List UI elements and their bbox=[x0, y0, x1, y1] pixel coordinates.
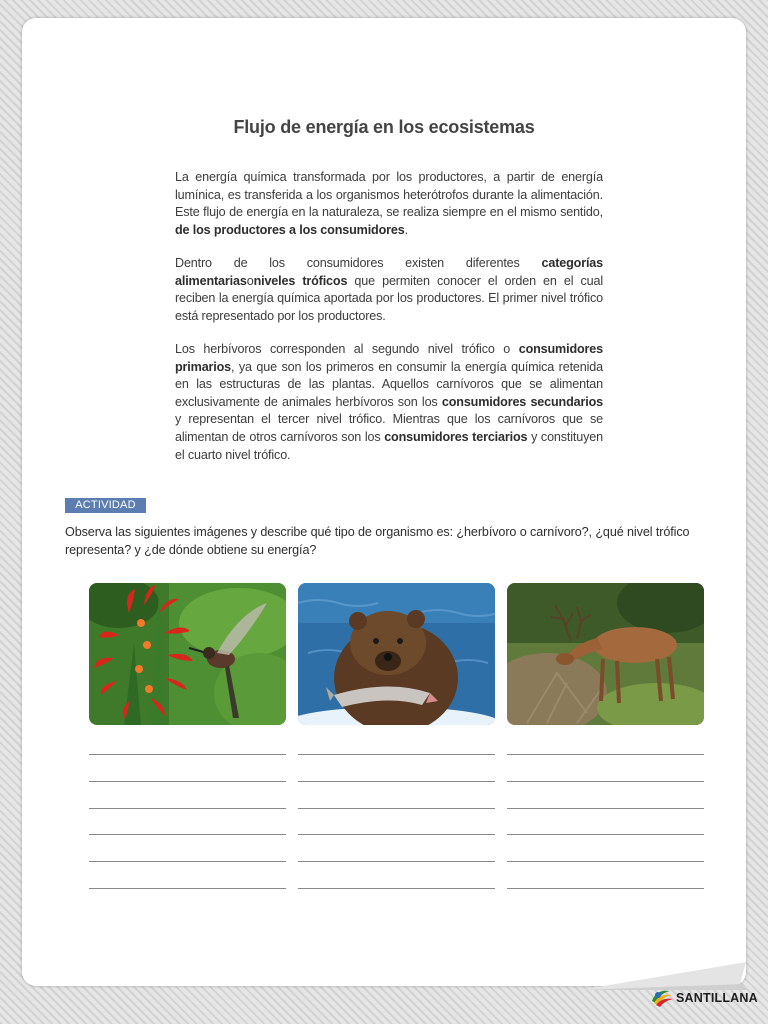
answer-line[interactable] bbox=[507, 754, 704, 755]
intro-paragraph: La energía química transformada por los productores, a partir de energía lumínica, es transferida a los organismos heterótrofos durante la alimentación. Este flujo de energía en la naturaleza, se realiza siempre en el mismo sentido, de los productores a los consumidores. bbox=[175, 170, 603, 237]
answer-line[interactable] bbox=[89, 781, 286, 782]
answer-line[interactable] bbox=[507, 808, 704, 809]
answer-line[interactable] bbox=[89, 834, 286, 835]
answer-line[interactable] bbox=[89, 861, 286, 862]
activity-badge: ACTIVIDAD bbox=[65, 498, 146, 513]
highlight-trophic-levels: niveles tróficos bbox=[253, 273, 348, 288]
answer-line[interactable] bbox=[507, 888, 704, 889]
bear-with-salmon-photo bbox=[298, 583, 495, 725]
trophic-levels-paragraph: Dentro de los consumidores existen diferentes categorías alimentariasoniveles tróficos que permiten conocer el orden en el cual reciben la energía química aportada por los productores. El primer nivel trófico está representado por los productores. bbox=[175, 256, 603, 323]
answer-line[interactable] bbox=[298, 888, 495, 889]
hummingbird-photo bbox=[89, 583, 286, 725]
highlight-primary-consumers: consumidores primarios bbox=[175, 342, 603, 374]
santillana-logo-icon bbox=[650, 987, 674, 1009]
answer-line[interactable] bbox=[507, 781, 704, 782]
highlight-tertiary-consumers: consumidores terciarios bbox=[384, 429, 528, 444]
activity-question: Observa las siguientes imágenes y describe qué tipo de organismo es: ¿herbívoro o carnívoro?, ¿qué nivel trófico representa? y ¿de dónde obtiene su energía? bbox=[65, 525, 690, 557]
logo-text: SANTILLANA bbox=[676, 991, 758, 1005]
consumers-paragraph: Los herbívoros corresponden al segundo nivel trófico o consumidores primarios, ya que son los primeros en consumir la energía química retenida en las estructuras de las plantas. Aquellos carnívoros que se alimentan exclusivamente de animales herbívoros son los consumidores secundarios y representan el tercer nivel trófico. Mientras que los carnívoros que se alimentan de otros carnívoros son los consumidores terciarios y constituyen el cuarto nivel trófico. bbox=[175, 342, 603, 462]
highlight-secondary-consumers: consumidores secundarios bbox=[441, 394, 603, 409]
answer-line[interactable] bbox=[89, 808, 286, 809]
answer-line[interactable] bbox=[298, 808, 495, 809]
answer-line[interactable] bbox=[89, 754, 286, 755]
page-title: Flujo de energía en los ecosistemas bbox=[233, 117, 535, 137]
deer-eating-photo bbox=[507, 583, 704, 725]
answer-line[interactable] bbox=[298, 781, 495, 782]
santillana-logo bbox=[650, 986, 758, 1010]
highlight-food-categories: categorías alimentarias bbox=[175, 256, 603, 288]
answer-line[interactable] bbox=[298, 861, 495, 862]
highlight-producers-to-consumers: de los productores a los consumidores bbox=[175, 222, 405, 237]
answer-line[interactable] bbox=[507, 861, 704, 862]
answer-line[interactable] bbox=[298, 754, 495, 755]
answer-line[interactable] bbox=[89, 888, 286, 889]
answer-line[interactable] bbox=[507, 834, 704, 835]
answer-line[interactable] bbox=[298, 834, 495, 835]
